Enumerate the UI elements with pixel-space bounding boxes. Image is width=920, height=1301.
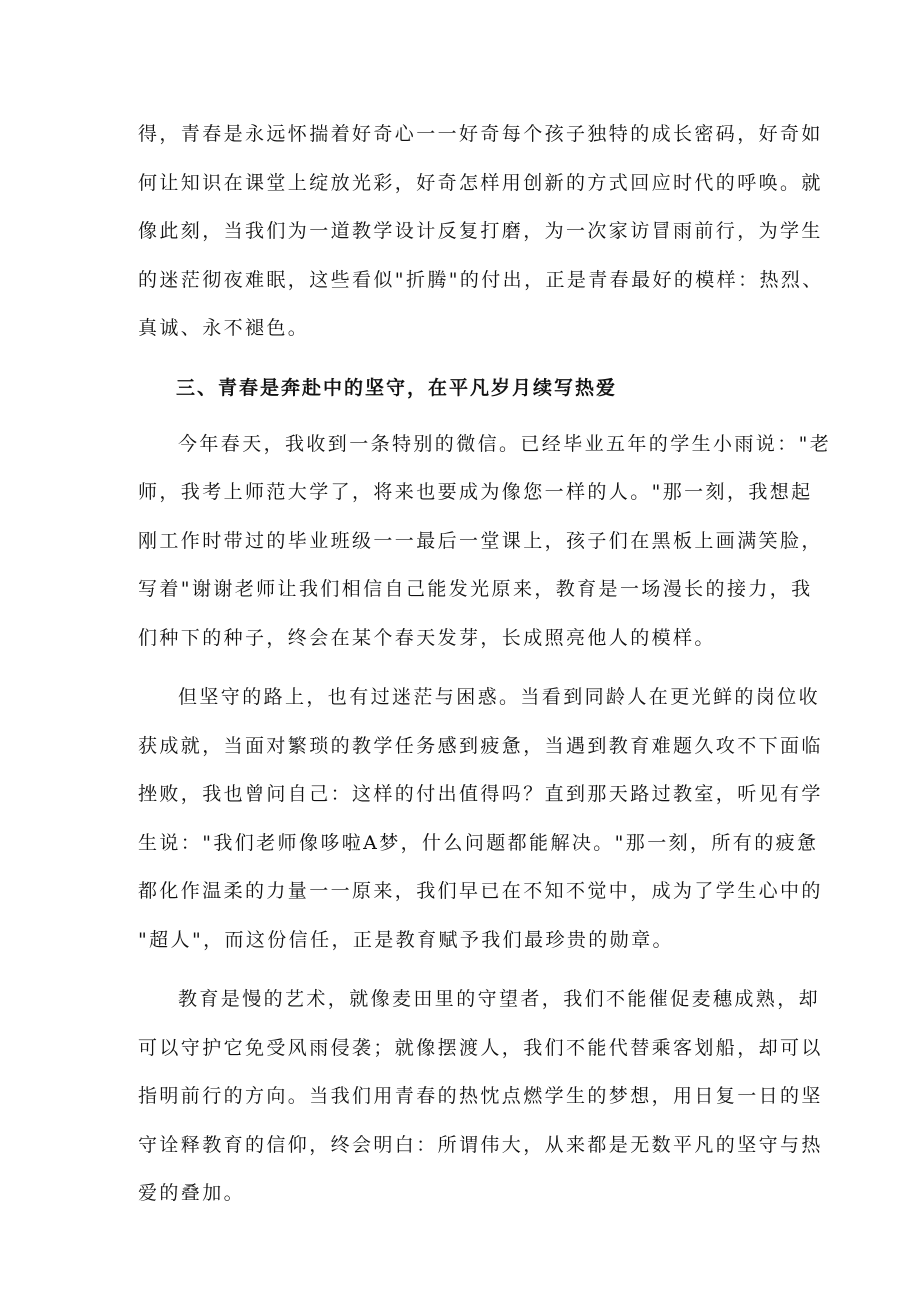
paragraph-line: 像此刻，当我们为一道教学设计反复打磨，为一次家访冒雨前行，为学生 bbox=[138, 220, 823, 242]
paragraph-line: 挫败，我也曾问自己：这样的付出值得吗？直到那天路过教室，听见有学 bbox=[138, 783, 823, 805]
paragraph-line: 但坚守的路上，也有过迷茫与困惑。当看到同龄人在更光鲜的岗位收 bbox=[178, 686, 821, 708]
paragraph-line: "超人"，而这份信任，正是教育赋予我们最珍贵的勋章。 bbox=[138, 928, 674, 951]
paragraph-1 bbox=[138, 110, 824, 353]
paragraph-line: 得，青春是永远怀揣着好奇心一一好奇每个孩子独特的成长密码，好奇如 bbox=[138, 123, 823, 145]
paragraph-line: 可以守护它免受风雨侵袭；就像摆渡人，我们不能代替乘客划船，却可以 bbox=[138, 1036, 823, 1059]
document-body bbox=[138, 110, 832, 1229]
paragraph-line: 的迷茫彻夜难眠，这些看似"折腾"的付出，正是青春最好的模样：热烈、 bbox=[138, 268, 824, 291]
paragraph-line: 生说："我们老师像哆啦A梦，什么问题都能解决。"那一刻，所有的疲惫 bbox=[138, 831, 819, 854]
paragraph-line: 守诠释教育的信仰，终会明白：所谓伟大，从来都是无数平凡的坚守与热 bbox=[138, 1133, 823, 1156]
paragraph-line: 爱的叠加。 bbox=[138, 1182, 246, 1204]
paragraph-2 bbox=[138, 420, 832, 663]
paragraph-3 bbox=[138, 673, 823, 964]
paragraph-line: 教育是慢的艺术，就像麦田里的守望者，我们不能催促麦穗成熟，却 bbox=[178, 988, 821, 1010]
paragraph-4 bbox=[138, 975, 823, 1218]
section-heading: 三、青春是奔赴中的坚守，在平凡岁月续写热爱 bbox=[176, 376, 618, 399]
paragraph-line: 真诚、永不褪色。 bbox=[138, 317, 310, 339]
paragraph-line: 获成就，当面对繁琐的教学任务感到疲惫，当遇到教育难题久攻不下面临 bbox=[138, 734, 823, 757]
paragraph-line: 师，我考上师范大学了，将来也要成为像您一样的人。"那一刻，我想起 bbox=[138, 481, 813, 503]
paragraph-line: 何让知识在课堂上绽放光彩，好奇怎样用创新的方式回应时代的呼唤。就 bbox=[138, 171, 823, 194]
paragraph-line: 指明前行的方向。当我们用青春的热忱点燃学生的梦想，用日复一日的坚 bbox=[138, 1085, 823, 1107]
paragraph-line: 们种下的种子，终会在某个春天发芽，长成照亮他人的模样。 bbox=[138, 626, 716, 649]
paragraph-line: 刚工作时带过的毕业班级一一最后一堂课上，孩子们在黑板上画满笑脸， bbox=[138, 529, 823, 552]
paragraph-line: 都化作温柔的力量一一原来，我们早已在不知不觉中，成为了学生心中的 bbox=[138, 880, 823, 902]
paragraph-line: 写着"谢谢老师让我们相信自己能发光原来，教育是一场漫长的接力，我 bbox=[138, 578, 813, 600]
paragraph-line: 今年春天，我收到一条特别的微信。已经毕业五年的学生小雨说："老 bbox=[178, 432, 832, 455]
